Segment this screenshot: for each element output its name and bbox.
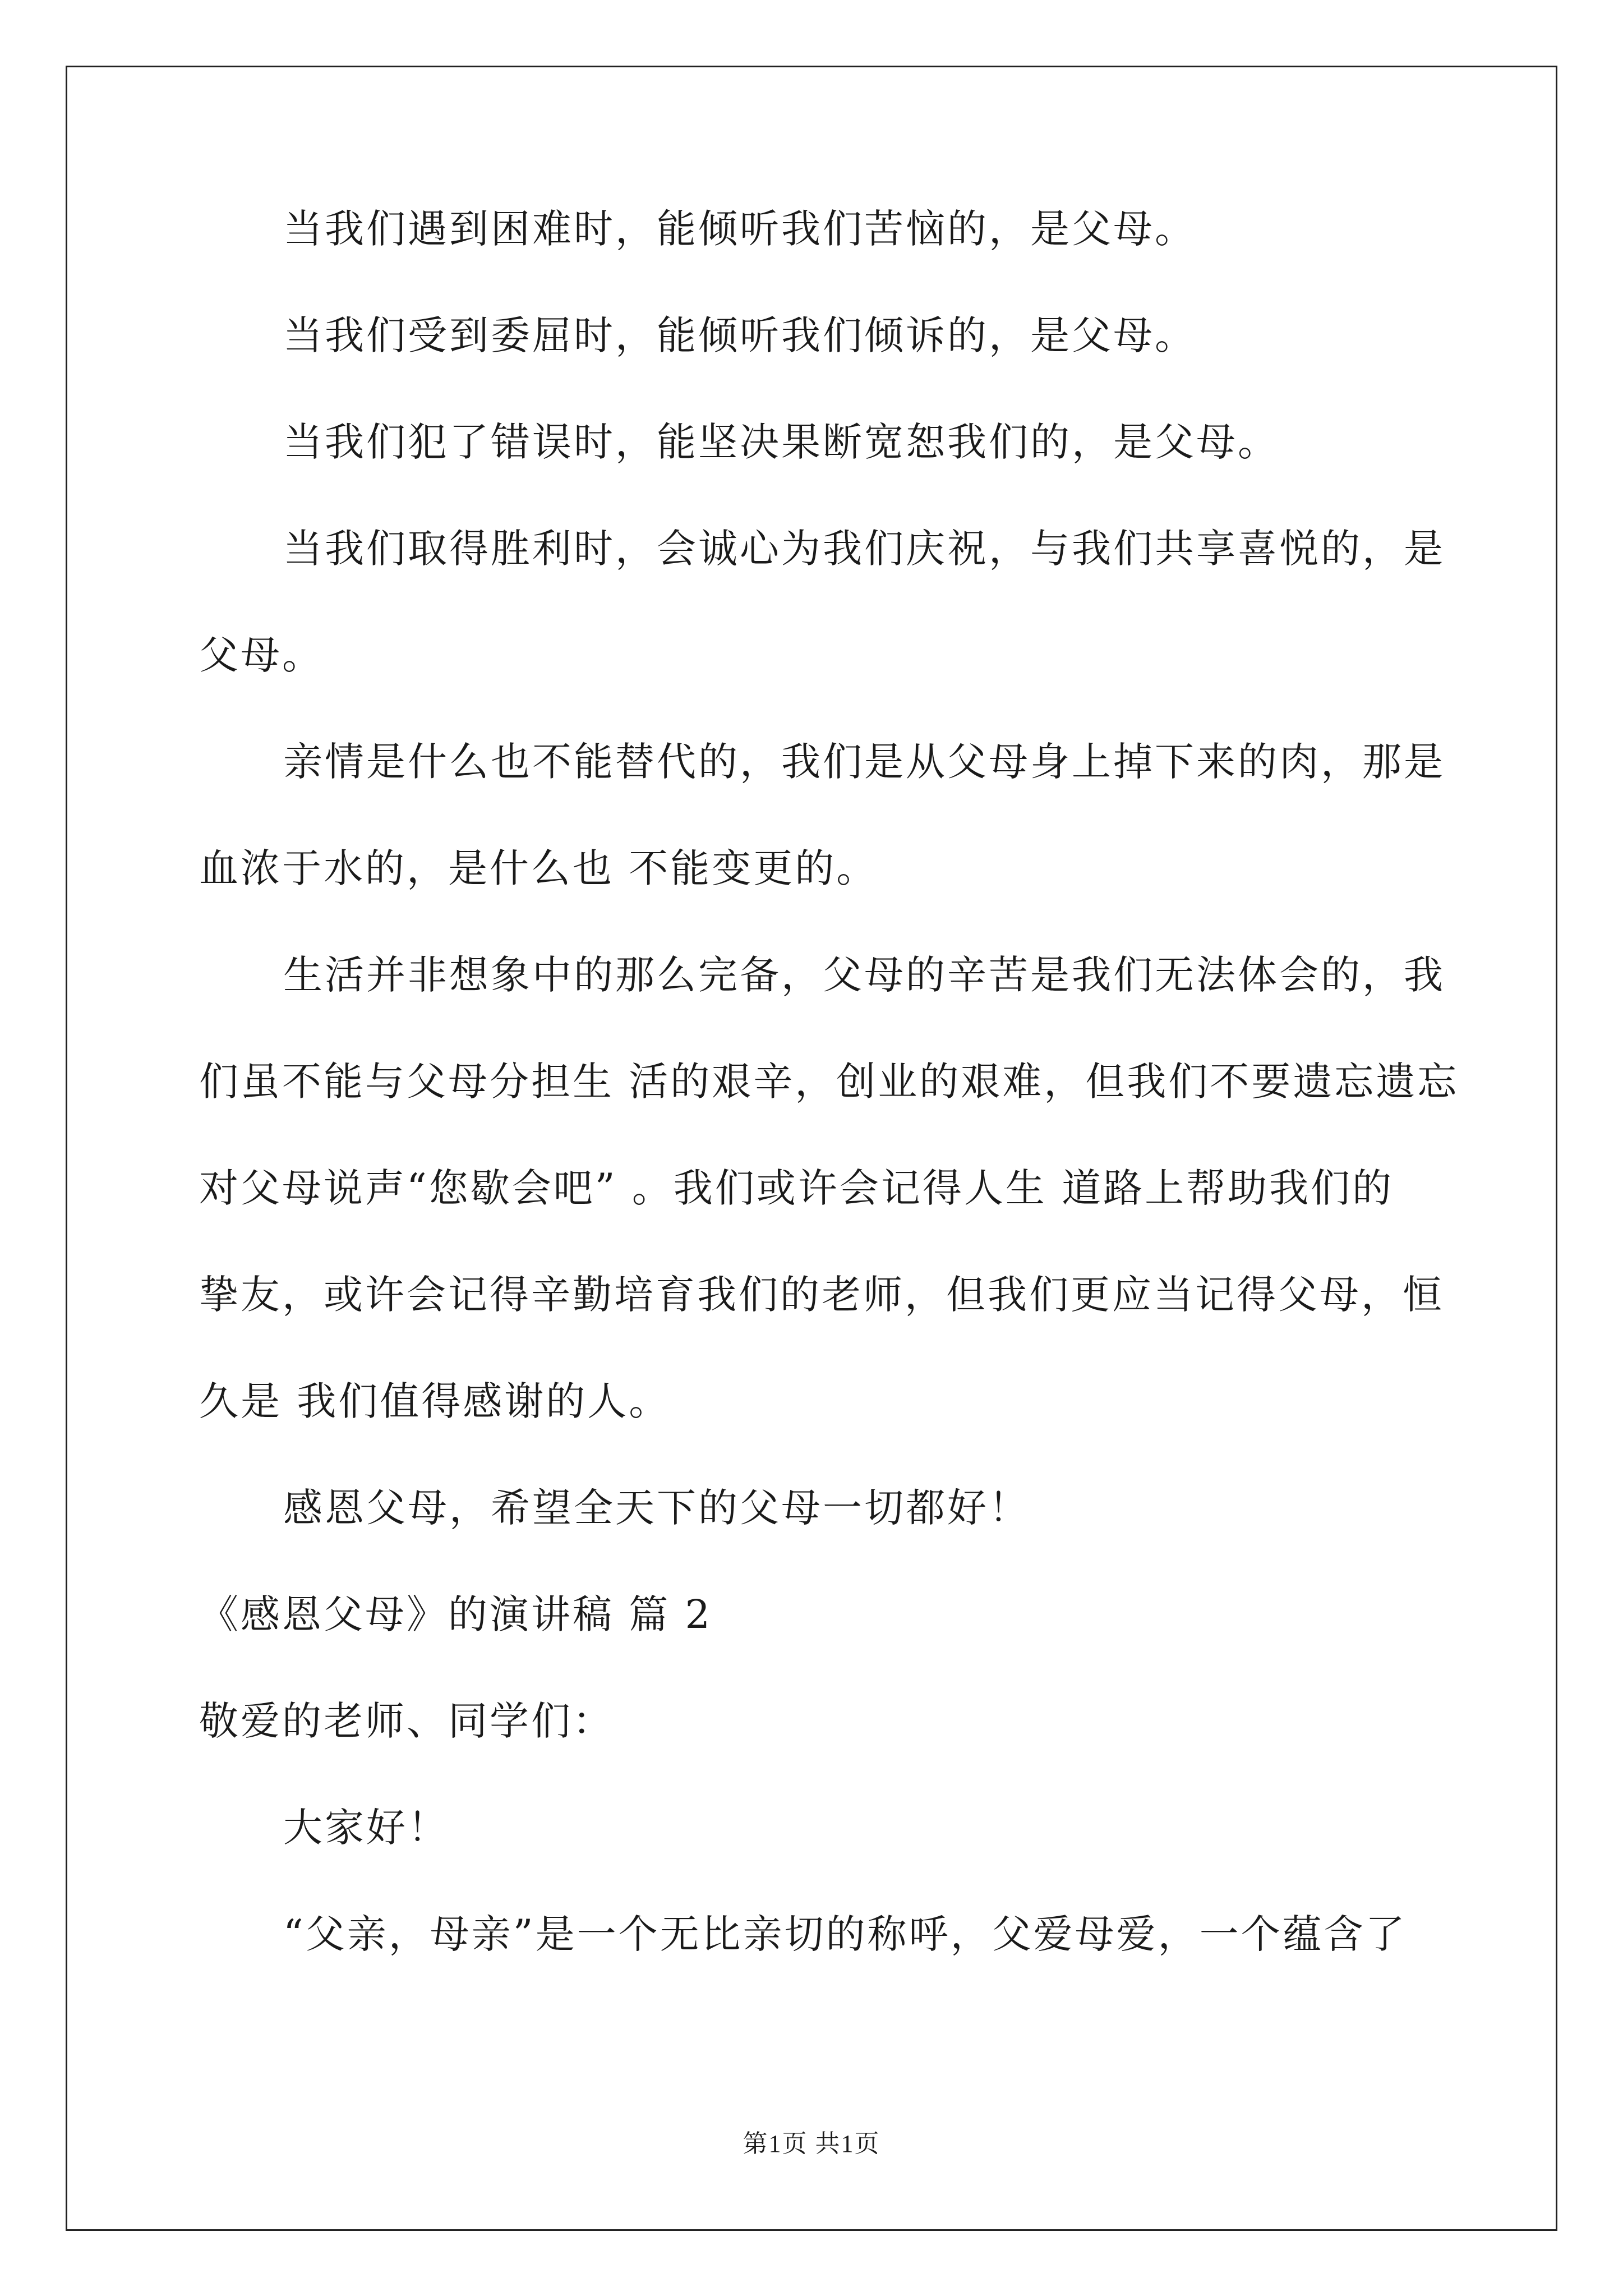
paragraph-line: 挚友，或许会记得辛勤培育我们的老师，但我们更应当记得父母，恒 — [199, 1272, 1444, 1318]
paragraph-line: 久是 我们值得感谢的人。 — [199, 1378, 671, 1424]
paragraph-line: 生活并非想象中的那么完备，父母的辛苦是我们无法体会的，我 — [283, 952, 1445, 998]
paragraph-line: 亲情是什么也不能替代的，我们是从父母身上掉下来的肉，那是 — [283, 739, 1445, 785]
paragraph-line: 当我们犯了错误时，能坚决果断宽恕我们的，是父母。 — [283, 419, 1279, 465]
page-frame — [66, 66, 1557, 2231]
paragraph-line: 对父母说声“您歇会吧” 。我们或许会记得人生 道路上帮助我们的 — [199, 1165, 1394, 1211]
greeting-line: 大家好！ — [283, 1805, 449, 1851]
paragraph-line: 血浓于水的，是什么也 不能变更的。 — [199, 845, 878, 891]
paragraph-line: 当我们取得胜利时，会诚心为我们庆祝，与我们共享喜悦的，是 — [283, 526, 1445, 572]
paragraph-line: “父亲，母亲”是一个无比亲切的称呼，父爱母爱，一个蕴含了 — [283, 1911, 1407, 1957]
section-heading: 《感恩父母》的演讲稿 篇 2 — [199, 1591, 713, 1637]
salutation-line: 敬爱的老师、同学们： — [199, 1698, 614, 1744]
paragraph-line: 们虽不能与父母分担生 活的艰辛，创业的艰难，但我们不要遗忘遗忘 — [199, 1059, 1459, 1105]
page-footer: 第1页 共1页 — [743, 2130, 880, 2157]
paragraph-line: 当我们受到委屈时，能倾听我们倾诉的，是父母。 — [283, 312, 1196, 358]
paragraph-line: 父母。 — [199, 632, 324, 678]
paragraph-line: 感恩父母，希望全天下的父母一切都好！ — [283, 1485, 1030, 1531]
paragraph-line: 当我们遇到困难时，能倾听我们苦恼的，是父母。 — [283, 206, 1196, 252]
